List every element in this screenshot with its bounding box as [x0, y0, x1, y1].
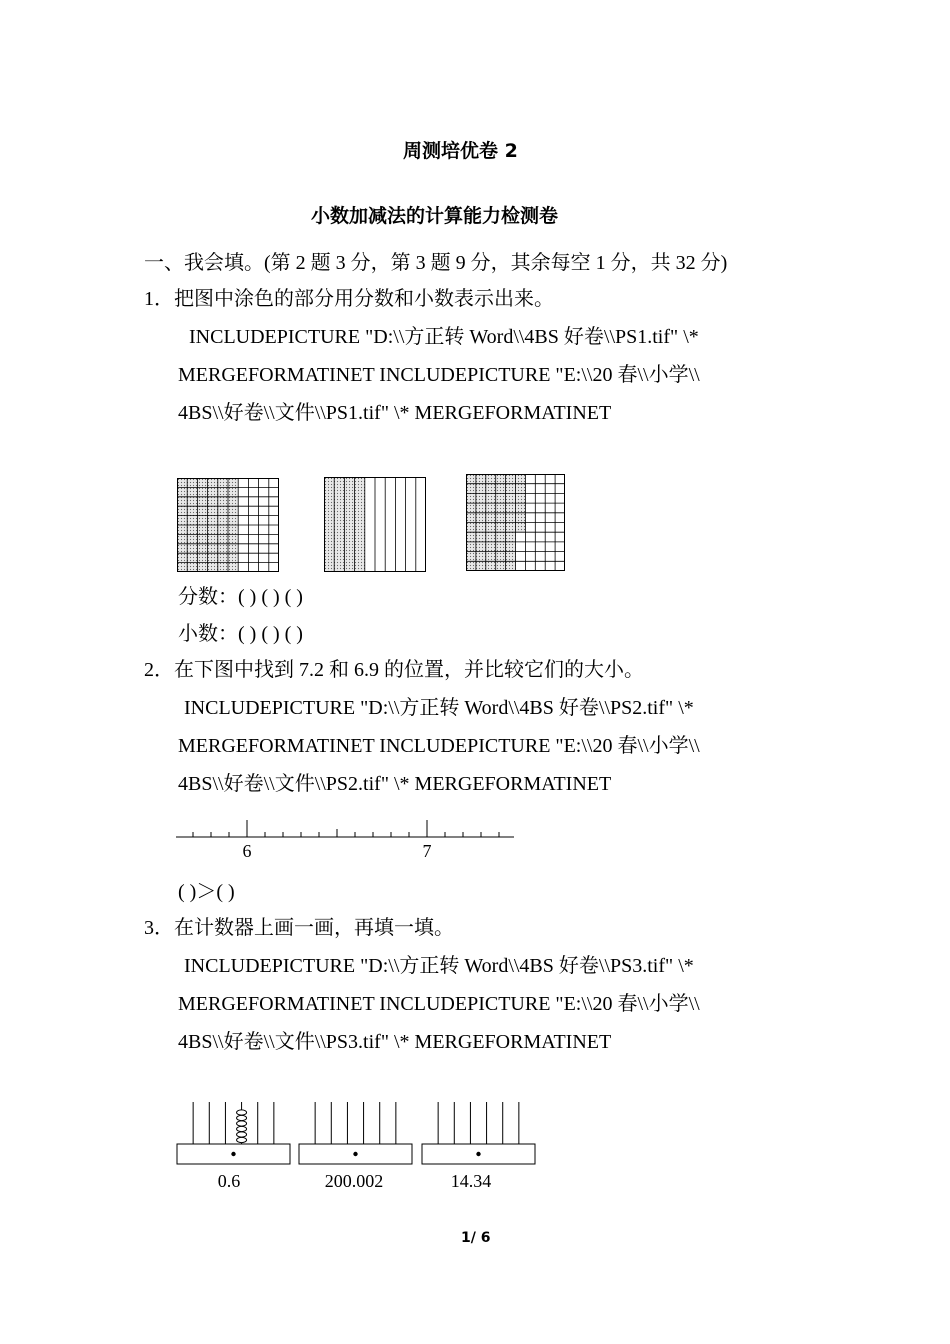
field-code-line: MERGEFORMATINET INCLUDEPICTURE "E:\\20 春\\小学\\ — [178, 735, 700, 757]
shaded-cell — [476, 561, 486, 571]
shaded-cell — [486, 513, 496, 523]
shaded-cell — [228, 506, 238, 515]
shaded-cell — [486, 552, 496, 562]
shaded-cell — [218, 497, 228, 506]
shaded-column — [355, 477, 365, 572]
shaded-cell — [228, 563, 238, 572]
shaded-cell — [496, 513, 506, 523]
decimal-point — [231, 1152, 235, 1156]
field-code-line: INCLUDEPICTURE "D:\\方正转 Word\\4BS 好卷\\PS3.tif" \* — [184, 955, 694, 977]
shaded-cell — [486, 532, 496, 542]
shaded-cell — [218, 525, 228, 534]
shaded-cell — [466, 493, 476, 503]
shaded-cell — [476, 532, 486, 542]
shaded-cell — [208, 516, 218, 525]
shaded-cell — [228, 487, 238, 496]
field-code-line: INCLUDEPICTURE "D:\\方正转 Word\\4BS 好卷\\PS2.tif" \* — [184, 697, 694, 719]
number-line — [176, 815, 516, 865]
shaded-cell — [197, 544, 207, 553]
shaded-cell — [476, 552, 486, 562]
shaded-cell — [208, 478, 218, 487]
shaded-cell — [496, 561, 506, 571]
shaded-cell — [486, 561, 496, 571]
shaded-cell — [218, 534, 228, 543]
shaded-column — [344, 477, 354, 572]
shaded-cell — [486, 474, 496, 484]
shaded-cell — [476, 474, 486, 484]
shaded-cell — [187, 487, 197, 496]
shaded-cell — [496, 532, 506, 542]
abacus-bead — [237, 1132, 247, 1137]
shaded-cell — [208, 497, 218, 506]
shaded-cell — [506, 561, 516, 571]
field-code-line: 4BS\\好卷\\文件\\PS2.tif" \* MERGEFORMATINET — [178, 773, 612, 795]
shaded-cell — [496, 493, 506, 503]
shaded-cell — [218, 487, 228, 496]
shaded-cell — [486, 523, 496, 533]
shaded-cell — [228, 534, 238, 543]
number-line-label-7: 7 — [422, 841, 432, 861]
shaded-cell — [496, 542, 506, 552]
shaded-cell — [486, 542, 496, 552]
shaded-cell — [208, 534, 218, 543]
field-code-line: 4BS\\好卷\\文件\\PS1.tif" \* MERGEFORMATINET — [178, 402, 612, 424]
abacus-bead — [237, 1115, 247, 1120]
shaded-cell — [177, 497, 187, 506]
shaded-cell — [197, 553, 207, 562]
shaded-cell — [208, 525, 218, 534]
shaded-cell — [496, 474, 506, 484]
shaded-cell — [197, 478, 207, 487]
field-code-line: MERGEFORMATINET INCLUDEPICTURE "E:\\20 春\\小学\\ — [178, 993, 700, 1015]
section-heading: 一、我会填。(第 2 题 3 分，第 3 题 9 分，其余每空 1 分，共 32 分) — [144, 252, 728, 274]
shaded-cell — [228, 544, 238, 553]
shaded-cell — [177, 525, 187, 534]
shaded-cell — [187, 497, 197, 506]
comparison-answer-row[interactable]: ( )＞( ) — [178, 881, 235, 903]
shaded-cell — [506, 474, 516, 484]
shaded-cell — [228, 497, 238, 506]
shaded-cell — [476, 493, 486, 503]
shaded-cell — [506, 523, 516, 533]
shaded-cell — [218, 553, 228, 562]
shaded-cell — [187, 516, 197, 525]
abacus-group — [176, 1100, 538, 1195]
shaded-cell — [228, 478, 238, 487]
shaded-cell — [466, 503, 476, 513]
abacus-bead — [237, 1121, 247, 1126]
shaded-cell — [177, 516, 187, 525]
shaded-column — [324, 477, 334, 572]
shaded-cell — [218, 516, 228, 525]
shaded-cell — [228, 525, 238, 534]
abacus-label-3: 14.34 — [450, 1171, 492, 1191]
page-number: 1/ 6 — [461, 1230, 491, 1246]
number-line-label-6: 6 — [242, 841, 252, 861]
shaded-cell — [516, 503, 526, 513]
question-2-text: 2．在下图中找到 7.2 和 6.9 的位置，并比较它们的大小。 — [144, 659, 644, 681]
shaded-cell — [177, 487, 187, 496]
shaded-cell — [187, 478, 197, 487]
shaded-cell — [466, 523, 476, 533]
shaded-cell — [177, 478, 187, 487]
shaded-cell — [516, 474, 526, 484]
shaded-cell — [516, 484, 526, 494]
shaded-column — [334, 477, 344, 572]
shaded-cell — [496, 523, 506, 533]
question-1-text: 1．把图中涂色的部分用分数和小数表示出来。 — [144, 288, 554, 310]
shaded-cell — [476, 484, 486, 494]
abacus-bead — [237, 1110, 247, 1115]
question-3-text: 3．在计数器上画一画，再填一填。 — [144, 917, 454, 939]
shaded-cell — [187, 534, 197, 543]
decimal-answer-row[interactable]: 小数：( ) ( ) ( ) — [178, 623, 303, 645]
shaded-cell — [516, 513, 526, 523]
decimal-point — [353, 1152, 357, 1156]
shaded-cell — [486, 484, 496, 494]
shaded-cell — [208, 553, 218, 562]
shaded-cell — [187, 544, 197, 553]
shaded-cell — [197, 525, 207, 534]
shaded-cell — [177, 534, 187, 543]
shaded-cell — [486, 493, 496, 503]
shaded-cell — [208, 506, 218, 515]
shaded-cell — [208, 563, 218, 572]
shaded-cell — [177, 563, 187, 572]
shaded-cell — [197, 534, 207, 543]
shaded-cell — [197, 497, 207, 506]
shaded-cell — [197, 563, 207, 572]
page-title: 周测培优卷 2 — [403, 140, 518, 162]
shaded-cell — [496, 503, 506, 513]
abacus-label-2: 200.002 — [324, 1171, 384, 1191]
shaded-cell — [476, 523, 486, 533]
shaded-cell — [476, 542, 486, 552]
shaded-cell — [228, 553, 238, 562]
shaded-cell — [208, 544, 218, 553]
shaded-cell — [218, 478, 228, 487]
page-subtitle: 小数加减法的计算能力检测卷 — [311, 205, 559, 227]
shaded-cell — [177, 553, 187, 562]
shaded-cell — [486, 503, 496, 513]
grid-figure-3 — [466, 474, 565, 571]
shaded-cell — [187, 506, 197, 515]
shaded-cell — [466, 542, 476, 552]
shaded-cell — [496, 484, 506, 494]
shaded-cell — [466, 552, 476, 562]
shaded-cell — [218, 563, 228, 572]
shaded-cell — [516, 493, 526, 503]
shaded-cell — [187, 563, 197, 572]
shaded-cell — [466, 484, 476, 494]
shaded-cell — [466, 474, 476, 484]
abacus-label-1: 0.6 — [217, 1171, 241, 1191]
shaded-cell — [506, 532, 516, 542]
shaded-cell — [506, 503, 516, 513]
shaded-cell — [466, 532, 476, 542]
shaded-cell — [218, 544, 228, 553]
decimal-point — [476, 1152, 480, 1156]
shaded-cell — [466, 561, 476, 571]
grid-figure-2 — [324, 477, 426, 572]
shaded-cell — [228, 516, 238, 525]
field-code-line: INCLUDEPICTURE "D:\\方正转 Word\\4BS 好卷\\PS1.tif" \* — [189, 326, 699, 348]
shaded-cell — [506, 552, 516, 562]
shaded-cell — [476, 513, 486, 523]
shaded-cell — [476, 503, 486, 513]
shaded-cell — [466, 513, 476, 523]
shaded-cell — [197, 516, 207, 525]
shaded-cell — [187, 553, 197, 562]
grid-figure-1 — [177, 478, 279, 572]
shaded-cell — [218, 506, 228, 515]
shaded-cell — [506, 513, 516, 523]
shaded-cell — [506, 542, 516, 552]
abacus-bead — [237, 1126, 247, 1131]
field-code-line: 4BS\\好卷\\文件\\PS3.tif" \* MERGEFORMATINET — [178, 1031, 612, 1053]
shaded-cell — [506, 493, 516, 503]
shaded-cell — [197, 487, 207, 496]
shaded-cell — [177, 506, 187, 515]
shaded-cell — [187, 525, 197, 534]
shaded-cell — [177, 544, 187, 553]
fraction-answer-row[interactable]: 分数：( ) ( ) ( ) — [178, 586, 303, 608]
shaded-cell — [506, 484, 516, 494]
field-code-line: MERGEFORMATINET INCLUDEPICTURE "E:\\20 春\\小学\\ — [178, 364, 700, 386]
abacus-bead — [237, 1137, 247, 1142]
shaded-cell — [516, 523, 526, 533]
shaded-cell — [208, 487, 218, 496]
shaded-cell — [496, 552, 506, 562]
shaded-cell — [197, 506, 207, 515]
